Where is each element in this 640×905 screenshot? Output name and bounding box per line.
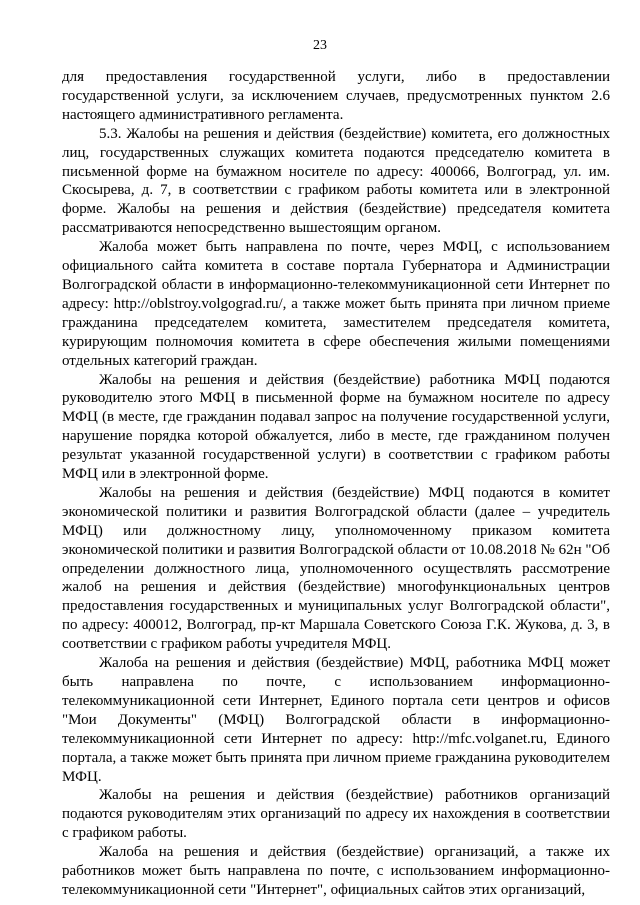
paragraph-continuation: для предоставления государственной услуги, либо в предоставлении государственной услуги, за исключением случаев, предусмотренных пунктом 2.6 настоящего административного регламента. [62,69,610,123]
paragraph-mfc-complaint-channels: Жалоба на решения и действия (бездействие) МФЦ, работника МФЦ может быть направлена по почте, с использованием информационно-телекоммуникационной сети Интернет, Единого портала сети центров и офисов "Мои Документы" (МФЦ) Волгоградской области в информационно-телекоммуникационной сети Интернет по адресу: http://mfc.volganet.ru, Единого портала, а также может быть принята при личном приеме гражданина руководителем МФЦ. [62,655,610,785]
paragraph-mfc-worker-complaints: Жалобы на решения и действия (бездействие) работника МФЦ подаются руководителю этого МФЦ в письменной форме на бумажном носителе по адресу МФЦ (в месте, где гражданин подавал запрос на получение государственной услуги, нарушение порядка которой обжалуется, либо в месте, где гражданином получен результат указанной государственной услуги) в соответствии с графиком работы МФЦ или в электронной форме. [62,371,610,483]
page-number: 23 [313,38,327,53]
document-body [62,68,610,900]
paragraph-complaint-channels: Жалоба может быть направлена по почте, через МФЦ, с использованием официального сайта комитета в составе портала Губернатора и Администрации Волгоградской области в информационно-телекоммуникационной сети Интернет по адресу: http://oblstroy.volgograd.ru/, а также может быть принята при личном приеме гражданина председателем комитета, заместителем председателя комитета, курирующим полномочия комитета в сфере обеспечения жилыми помещениями отдельных категорий граждан. [62,239,610,369]
paragraph-5-3: 5.3. Жалобы на решения и действия (бездействие) комитета, его должностных лиц, государственных служащих комитета подаются председателю комитета в письменной форме на бумажном носителе по адресу: 400066, Волгоград, ул. им. Скосырева, д. 7, в соответствии с графиком работы комитета или в электронной форме. Жалобы на решения и действия (бездействие) председателя комитета рассматриваются непосредственно вышестоящим органом. [62,125,610,237]
paragraph-organization-worker-complaints: Жалобы на решения и действия (бездействие) работников организаций подаются руководителям этих организаций по адресу их нахождения в соответствии с графиком работы. [62,787,610,842]
paragraph-mfc-complaints: Жалобы на решения и действия (бездействие) МФЦ подаются в комитет экономической политики и развития Волгоградской области (далее – учредитель МФЦ) или должностному лицу, уполномоченному приказом комитета экономической политики и развития Волгоградской области от 10.08.2018 № 62н "Об определении должностного лица, уполномоченного осуществлять рассмотрение жалоб на решения и действия (бездействие) многофункциональных центров предоставления государственных и муниципальных услуг Волгоградской области", по адресу: 400012, Волгоград, пр-кт Маршала Советского Союза Г.К. Жукова, д. 3, в соответствии с графиком работы учредителя МФЦ. [62,484,610,653]
paragraph-organization-complaints: Жалоба на решения и действия (бездействие) организаций, а также их работников может быть направлена по почте, с использованием информационно-телекоммуникационной сети "Интернет", официальных сайтов этих организаций, [62,844,610,898]
